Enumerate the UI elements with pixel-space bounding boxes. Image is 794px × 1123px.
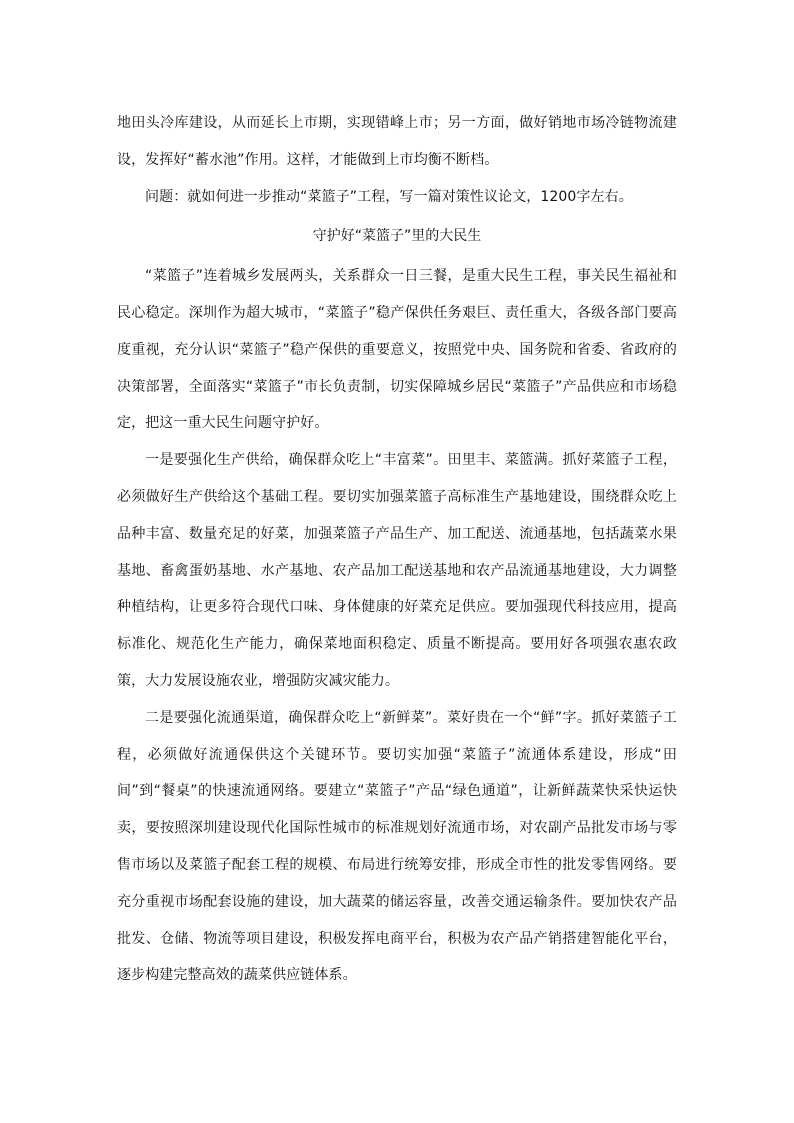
question-paragraph: 问题：就如何进一步推动“菜篮子”工程，写一篇对策性议论文，1200字左右。 bbox=[145, 188, 633, 205]
intro-continuation-paragraph: 地田头冷库建设，从而延长上市期，实现错峰上市；另一方面，做好销地市场冷链物流建设，发挥好“蓄水池”作用。这样，才能做到上市均衡不断档。 bbox=[117, 115, 677, 168]
essay-paragraph-circulation: 二是要强化流通渠道，确保群众吃上“新鲜菜”。菜好贵在一个“鲜”字。抓好菜篮子工程，必须做好流通保供这个关键环节。要切实加强“菜篮子”流通体系建设，形成“田间”到“餐桌”的快速流通网络。要建立“菜篮子”产品“绿色通道”，让新鲜蔬菜快采快运快卖，要按照深圳建设现代化国际性城市的标准规划好流通市场，对农副产品批发市场与零售市场以及菜篮子配套工程的规模、布局进行统筹安排，形成全市性的批发零售网络。要充分重视市场配套设施的建设，加大蔬菜的储运容量，改善交通运输条件。要加快农产品批发、仓储、物流等项目建设，积极发挥电商平台，积极为农产品产销搭建智能化平台，逐步构建完整高效的蔬菜供应链体系。 bbox=[117, 709, 677, 984]
document-page bbox=[117, 105, 677, 994]
essay-paragraph-intro: “菜篮子”连着城乡发展两头，关系群众一日三餐，是重大民生工程，事关民生福祉和民心稳定。深圳作为超大城市，“菜篮子”稳产保供任务艰巨、责任重大，各级各部门要高度重视，充分认识“菜篮子”稳产保供的重要意义，按照党中央、国务院和省委、省政府的决策部署，全面落实“菜篮子”市长负责制，切实保障城乡居民“菜篮子”产品供应和市场稳定，把这一重大民生问题守护好。 bbox=[117, 268, 677, 432]
essay-title: 守护好“菜篮子”里的大民生 bbox=[312, 228, 482, 245]
essay-paragraph-production: 一是要强化生产供给，确保群众吃上“丰富菜”。田里丰、菜篮满。抓好菜篮子工程，必须做好生产供给这个基础工程。要切实加强菜篮子高标准生产基地建设，围绕群众吃上品种丰富、数量充足的好菜，加强菜篮子产品生产、加工配送、流通基地，包括蔬菜水果基地、畜禽蛋奶基地、水产基地、农产品加工配送基地和农产品流通基地建设，大力调整种植结构，让更多符合现代口味、身体健康的好菜充足供应。要加强现代科技应用，提高标准化、规范化生产能力，确保菜地面积稳定、质量不断提高。要用好各项强农惠农政策，大力发展设施农业，增强防灾减灾能力。 bbox=[117, 452, 677, 689]
